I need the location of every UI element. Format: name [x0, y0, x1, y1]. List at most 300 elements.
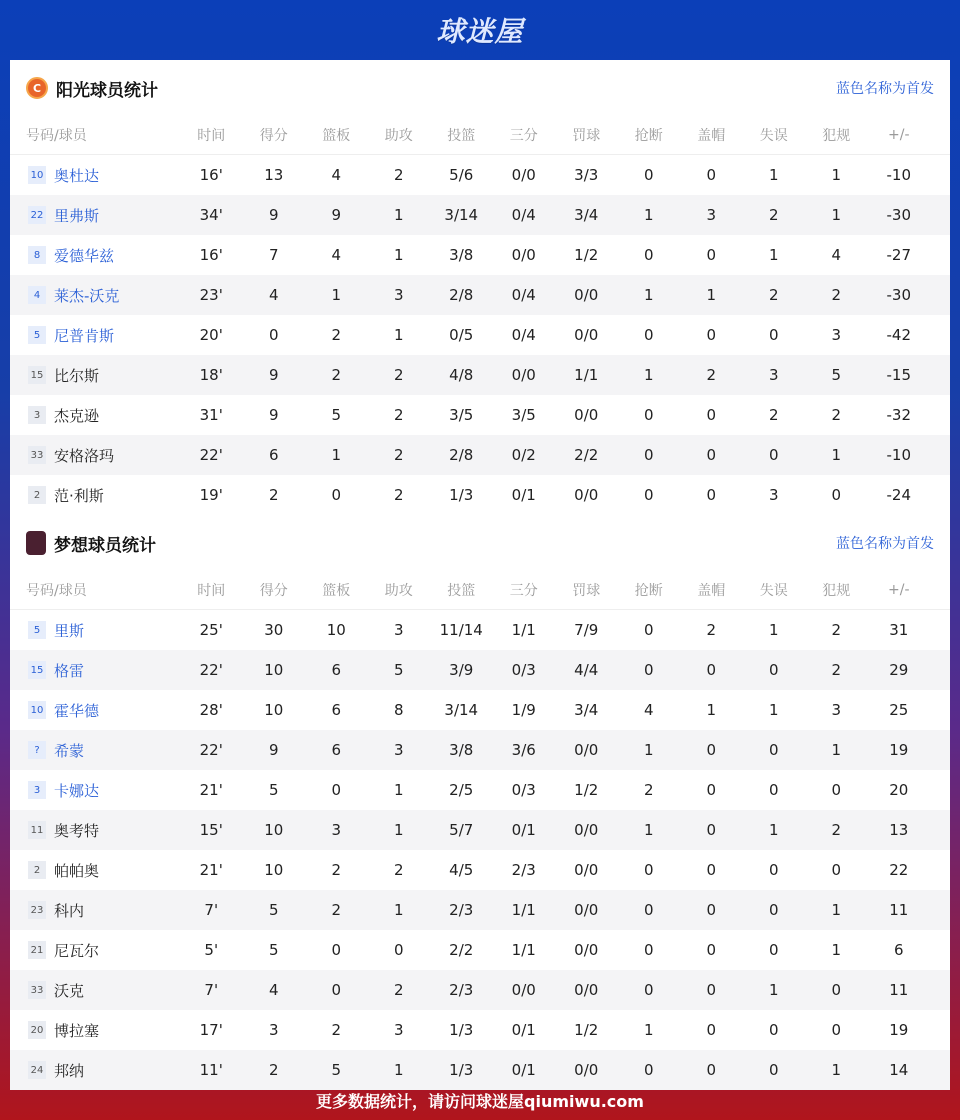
stat-cell: 0 [706, 661, 717, 679]
stat-cell: 1 [768, 821, 779, 839]
player-name[interactable]: 希蒙 [54, 741, 85, 760]
player-cell [10, 285, 180, 306]
player-row[interactable] [10, 315, 950, 355]
stat-cell: 2 [331, 366, 342, 384]
stat-cell: 0 [768, 781, 779, 799]
jersey-number-badge: 2 [28, 486, 46, 504]
column-header: 时间 [197, 583, 226, 599]
player-row[interactable] [10, 650, 950, 690]
stat-cell: 1 [831, 1061, 842, 1079]
player-row[interactable] [10, 155, 950, 195]
stat-cell: 1 [643, 366, 654, 384]
stat-cell: 3 [393, 1021, 404, 1039]
stat-cell: 1 [831, 206, 842, 224]
stat-cell: 19' [199, 486, 223, 504]
stat-cell: 19 [889, 1021, 909, 1039]
stat-cell: 5 [331, 406, 342, 424]
stat-cell: 1/3 [449, 1021, 474, 1039]
jersey-number-badge: 10 [28, 166, 46, 184]
stat-cell: 11 [889, 901, 909, 919]
stat-cell: 0 [331, 941, 342, 959]
column-header: 犯规 [822, 128, 851, 144]
starter-note: 蓝色名称为首发 [836, 81, 934, 97]
stat-cell: 5/6 [449, 166, 474, 184]
stat-cell: 13 [889, 821, 909, 839]
stat-cell: 1 [643, 286, 654, 304]
stat-cell: 2 [768, 406, 779, 424]
stat-cell: 0/1 [511, 486, 536, 504]
stat-cell: 1 [393, 326, 404, 344]
stat-cell: 1/2 [574, 781, 599, 799]
stat-cell: 0 [768, 661, 779, 679]
stat-cell: -32 [886, 406, 911, 424]
stat-cell: -30 [886, 286, 911, 304]
player-row[interactable] [10, 435, 950, 475]
stat-cell: 0/1 [511, 1061, 536, 1079]
player-name[interactable]: 杰克逊 [54, 406, 100, 425]
brand-logo: 球迷屋 [436, 15, 524, 48]
stat-cell: 0/3 [511, 781, 536, 799]
player-cell [10, 900, 180, 921]
section-title: 梦想球员统计 [54, 535, 156, 556]
jersey-number-badge: 24 [28, 1061, 46, 1079]
jersey-number-badge: 3 [28, 406, 46, 424]
stat-cell: 1/3 [449, 486, 474, 504]
stat-cell: 1/2 [574, 246, 599, 264]
stat-cell: 1/3 [449, 1061, 474, 1079]
stat-cell: 5 [831, 366, 842, 384]
stat-cell: 2 [768, 286, 779, 304]
stat-cell: 3/3 [574, 166, 599, 184]
stat-cell: 21' [199, 861, 223, 879]
column-header: 时间 [197, 128, 226, 144]
stat-cell: 5 [268, 901, 279, 919]
stat-cell: 20' [199, 326, 223, 344]
jersey-number-badge: 33 [28, 446, 46, 464]
stat-cell: 0 [768, 901, 779, 919]
stat-cell: 22' [199, 741, 223, 759]
column-header: 三分 [509, 583, 538, 599]
column-header: 篮板 [322, 128, 351, 144]
jersey-number-badge: 10 [28, 701, 46, 719]
stat-cell: 2 [393, 981, 404, 999]
column-header-row [10, 116, 950, 154]
player-cell [10, 365, 180, 386]
stat-cell: 2 [393, 166, 404, 184]
stat-cell: 0 [706, 1021, 717, 1039]
stat-cell: 6 [331, 701, 342, 719]
stat-cell: 0/0 [511, 981, 536, 999]
player-name[interactable]: 格雷 [54, 661, 85, 680]
starter-note: 蓝色名称为首发 [836, 536, 934, 552]
column-header-row [10, 571, 950, 609]
player-name[interactable]: 里弗斯 [54, 206, 100, 225]
column-header: 号码/球员 [26, 583, 87, 599]
stat-cell: 0 [643, 941, 654, 959]
player-name[interactable]: 奥杜达 [54, 166, 100, 185]
stat-cell: 0 [643, 166, 654, 184]
player-row[interactable] [10, 610, 950, 650]
stat-cell: 9 [268, 741, 279, 759]
stat-cell: 2 [706, 366, 717, 384]
stat-cell: 0/0 [574, 901, 599, 919]
stat-cell: 0/0 [511, 366, 536, 384]
stat-cell: 2 [331, 1021, 342, 1039]
player-cell [10, 780, 180, 801]
stat-cell: 2/8 [449, 286, 474, 304]
stat-cell: 15' [199, 821, 223, 839]
stat-cell: 1 [643, 1021, 654, 1039]
player-name[interactable]: 沃克 [54, 981, 85, 1000]
stat-cell: 0/0 [574, 406, 599, 424]
stat-cell: 4/8 [449, 366, 474, 384]
stat-cell: 0 [643, 861, 654, 879]
stat-cell: 0/0 [574, 1061, 599, 1079]
stat-cell: 0 [706, 901, 717, 919]
stat-cell: 0/0 [574, 941, 599, 959]
stat-cell: 10 [264, 701, 284, 719]
stat-cell: 16' [199, 166, 223, 184]
column-header: 盖帽 [697, 128, 726, 144]
stat-cell: 2 [393, 406, 404, 424]
section-header [10, 515, 950, 571]
player-name[interactable]: 奥考特 [54, 821, 100, 840]
player-cell [10, 205, 180, 226]
stat-cell: 3 [393, 286, 404, 304]
stat-cell: 1 [831, 446, 842, 464]
stat-cell: 9 [268, 366, 279, 384]
stat-cell: -24 [886, 486, 911, 504]
stat-cell: 4 [331, 246, 342, 264]
stat-cell: 2 [393, 486, 404, 504]
stat-cell: 22' [199, 661, 223, 679]
player-row[interactable] [10, 235, 950, 275]
team-section-dream [10, 515, 950, 1090]
stat-cell: 0 [706, 1061, 717, 1079]
column-header: 号码/球员 [26, 128, 87, 144]
stat-cell: 0 [643, 446, 654, 464]
jersey-number-badge: 4 [28, 286, 46, 304]
stat-cell: 6 [893, 941, 904, 959]
column-header: 投篮 [447, 583, 476, 599]
stat-cell: 4 [331, 166, 342, 184]
stat-cell: 4 [643, 701, 654, 719]
stat-cell: 17' [199, 1021, 223, 1039]
stat-cell: 0 [706, 741, 717, 759]
stat-cell: 6 [268, 446, 279, 464]
column-header: 失误 [759, 583, 788, 599]
stat-cell: 4 [268, 286, 279, 304]
stat-cell: 1/1 [511, 621, 536, 639]
stat-cell: 22 [889, 861, 909, 879]
player-cell [10, 165, 180, 186]
footer-banner[interactable]: 更多数据统计，请访问球迷屋qiumiwu.com [316, 1091, 644, 1111]
player-cell [10, 820, 180, 841]
stat-cell: 7' [204, 981, 219, 999]
stat-cell: 1 [768, 166, 779, 184]
player-name[interactable]: 卡娜达 [54, 781, 100, 800]
stat-cell: 11' [199, 1061, 223, 1079]
player-row[interactable] [10, 770, 950, 810]
column-header: 篮板 [322, 583, 351, 599]
stat-cell: 0/0 [574, 326, 599, 344]
stat-cell: 1/1 [574, 366, 599, 384]
stat-cell: 0 [768, 861, 779, 879]
stat-cell: 0 [643, 486, 654, 504]
column-header: +/- [888, 582, 910, 598]
player-row[interactable] [10, 355, 950, 395]
stat-cell: 25' [199, 621, 223, 639]
player-name[interactable]: 安格洛玛 [54, 446, 115, 465]
stat-cell: 0/0 [511, 166, 536, 184]
stat-cell: 13 [264, 166, 284, 184]
player-cell [10, 980, 180, 1001]
column-header: 罚球 [572, 128, 601, 144]
stat-cell: 3/14 [444, 701, 479, 719]
stat-cell: 4/5 [449, 861, 474, 879]
player-name[interactable]: 比尔斯 [54, 366, 100, 385]
stat-cell: 0 [643, 981, 654, 999]
stat-cell: 0/1 [511, 821, 536, 839]
player-row[interactable] [10, 275, 950, 315]
stat-cell: 0/2 [511, 446, 536, 464]
stat-cell: 14 [889, 1061, 909, 1079]
stat-cell: 10 [264, 861, 284, 879]
top-bar [0, 0, 960, 60]
stat-cell: 0 [831, 981, 842, 999]
stat-cell: 8 [393, 701, 404, 719]
player-cell [10, 485, 180, 506]
column-header: 投篮 [447, 128, 476, 144]
stat-cell: 0/0 [574, 486, 599, 504]
player-cell [10, 445, 180, 466]
player-name[interactable]: 尼普肯斯 [54, 326, 115, 345]
stat-cell: 0/0 [574, 861, 599, 879]
stat-cell: 2/8 [449, 446, 474, 464]
stat-cell: 3 [768, 486, 779, 504]
player-name[interactable]: 霍华德 [54, 701, 100, 720]
stat-cell: 3 [706, 206, 717, 224]
stat-cell: 0/0 [574, 981, 599, 999]
player-row[interactable] [10, 850, 950, 890]
stat-cell: 2 [768, 206, 779, 224]
stat-cell: 3/9 [449, 661, 474, 679]
stat-cell: 5 [331, 1061, 342, 1079]
player-row[interactable] [10, 475, 950, 515]
stat-cell: 3/8 [449, 246, 474, 264]
stat-cell: 1 [831, 166, 842, 184]
stat-cell: 0 [706, 981, 717, 999]
stat-cell: -15 [886, 366, 911, 384]
stat-cell: 4 [268, 981, 279, 999]
stat-cell: 2 [331, 861, 342, 879]
stat-cell: 2 [393, 366, 404, 384]
player-cell [10, 245, 180, 266]
stat-cell: 0 [643, 661, 654, 679]
stat-cell: 2 [268, 486, 279, 504]
stat-cell: 9 [268, 206, 279, 224]
stat-cell: 3 [768, 366, 779, 384]
player-name[interactable]: 范·利斯 [54, 486, 104, 505]
stat-cell: 11/14 [439, 621, 483, 639]
stat-cell: 3 [268, 1021, 279, 1039]
player-name[interactable]: 里斯 [54, 621, 85, 640]
sun-team-logo [26, 77, 48, 99]
stat-cell: 3 [831, 701, 842, 719]
team-section-sun [10, 60, 950, 515]
column-header: 助攻 [384, 583, 413, 599]
player-row[interactable] [10, 930, 950, 970]
jersey-number-badge: 21 [28, 941, 46, 959]
stat-cell: 0/0 [574, 821, 599, 839]
stat-cell: 0/0 [574, 286, 599, 304]
player-cell [10, 660, 180, 681]
player-cell [10, 940, 180, 961]
jersey-number-badge: 11 [28, 821, 46, 839]
stat-cell: 2 [331, 326, 342, 344]
column-header: 得分 [259, 583, 288, 599]
jersey-number-badge: 5 [28, 621, 46, 639]
section-title: 阳光球员统计 [56, 80, 158, 101]
stat-cell: 0 [831, 781, 842, 799]
stat-cell: 30 [264, 621, 284, 639]
stat-cell: 1 [393, 901, 404, 919]
stat-cell: 2/2 [574, 446, 599, 464]
column-header: 盖帽 [697, 583, 726, 599]
stat-cell: 5 [268, 781, 279, 799]
stat-cell: 4/4 [574, 661, 599, 679]
stat-cell: 0 [768, 326, 779, 344]
player-cell [10, 1020, 180, 1041]
stat-cell: 22' [199, 446, 223, 464]
stat-cell: 0 [393, 941, 404, 959]
column-header: +/- [888, 127, 910, 143]
stat-cell: 0 [268, 326, 279, 344]
stat-cell: 1/1 [511, 901, 536, 919]
stat-cell: 0 [706, 246, 717, 264]
player-row[interactable] [10, 970, 950, 1010]
stat-cell: 3/4 [574, 206, 599, 224]
column-header: 罚球 [572, 583, 601, 599]
stat-cell: 0 [706, 166, 717, 184]
player-cell [10, 405, 180, 426]
stat-cell: 20 [889, 781, 909, 799]
stat-cell: 1 [706, 286, 717, 304]
team-logo-letter: C [32, 81, 42, 95]
player-row[interactable] [10, 810, 950, 850]
stat-cell: 0/4 [511, 326, 536, 344]
stat-cell: 0 [768, 446, 779, 464]
stat-cell: 1 [643, 821, 654, 839]
stat-cell: 31' [199, 406, 223, 424]
stat-cell: 0/4 [511, 206, 536, 224]
stat-cell: 1 [643, 741, 654, 759]
stat-cell: 2 [831, 286, 842, 304]
player-row[interactable] [10, 395, 950, 435]
player-row[interactable] [10, 890, 950, 930]
stat-cell: 0 [831, 1021, 842, 1039]
stat-cell: 2 [706, 621, 717, 639]
stat-cell: 25 [889, 701, 909, 719]
jersey-number-badge: 8 [28, 246, 46, 264]
stat-cell: 5 [268, 941, 279, 959]
stat-cell: 1 [393, 821, 404, 839]
stat-cell: 0 [706, 781, 717, 799]
stat-cell: 2 [831, 621, 842, 639]
stat-cell: 7' [204, 901, 219, 919]
stat-cell: -42 [886, 326, 911, 344]
stat-cell: 2 [268, 1061, 279, 1079]
stat-cell: 6 [331, 741, 342, 759]
stat-cell: 3/6 [511, 741, 536, 759]
stat-cell: 0 [706, 941, 717, 959]
stat-cell: 0 [706, 446, 717, 464]
player-row[interactable] [10, 730, 950, 770]
player-name[interactable]: 邦纳 [54, 1061, 85, 1080]
player-cell [10, 860, 180, 881]
player-cell [10, 620, 180, 641]
player-name[interactable]: 帕帕奥 [54, 861, 100, 880]
stat-cell: 0 [706, 406, 717, 424]
stat-cell: 3 [393, 741, 404, 759]
player-name[interactable]: 尼瓦尔 [54, 941, 100, 960]
stat-cell: 18' [199, 366, 223, 384]
player-row[interactable] [10, 690, 950, 730]
player-name[interactable]: 爱德华兹 [54, 246, 115, 265]
stat-cell: 0 [643, 326, 654, 344]
stat-cell: 11 [889, 981, 909, 999]
stat-cell: 2 [643, 781, 654, 799]
stat-cell: 2 [331, 901, 342, 919]
jersey-number-badge: 33 [28, 981, 46, 999]
stat-cell: -27 [886, 246, 911, 264]
jersey-number-badge: 15 [28, 661, 46, 679]
stat-cell: 9 [331, 206, 342, 224]
stat-cell: 1 [831, 741, 842, 759]
jersey-number-badge: 3 [28, 781, 46, 799]
stat-cell: 1 [643, 206, 654, 224]
player-name[interactable]: 莱杰-沃克 [54, 286, 120, 305]
stat-cell: 0/1 [511, 1021, 536, 1039]
stat-cell: 0 [768, 941, 779, 959]
stat-cell: 21' [199, 781, 223, 799]
stat-cell: -10 [886, 166, 911, 184]
stat-cell: 0 [706, 326, 717, 344]
stat-cell: 28' [199, 701, 223, 719]
player-name[interactable]: 博拉塞 [54, 1021, 100, 1040]
stat-cell: 0/4 [511, 286, 536, 304]
jersey-number-badge: 20 [28, 1021, 46, 1039]
stat-cell: -30 [886, 206, 911, 224]
stat-cell: 1 [768, 246, 779, 264]
stat-cell: 1 [768, 701, 779, 719]
stat-cell: -10 [886, 446, 911, 464]
column-header: 犯规 [822, 583, 851, 599]
stat-cell: 1/9 [511, 701, 536, 719]
stat-cell: 2/3 [511, 861, 536, 879]
stat-cell: 2 [831, 661, 842, 679]
stat-cell: 7 [268, 246, 279, 264]
player-name[interactable]: 科内 [54, 901, 85, 920]
player-row[interactable] [10, 195, 950, 235]
section-title-wrap [26, 531, 156, 556]
stat-cell: 3/14 [444, 206, 479, 224]
stat-cell: 3/8 [449, 741, 474, 759]
stat-cell: 5 [393, 661, 404, 679]
stat-cell: 6 [331, 661, 342, 679]
player-row[interactable] [10, 1010, 950, 1050]
stat-cell: 0 [831, 861, 842, 879]
